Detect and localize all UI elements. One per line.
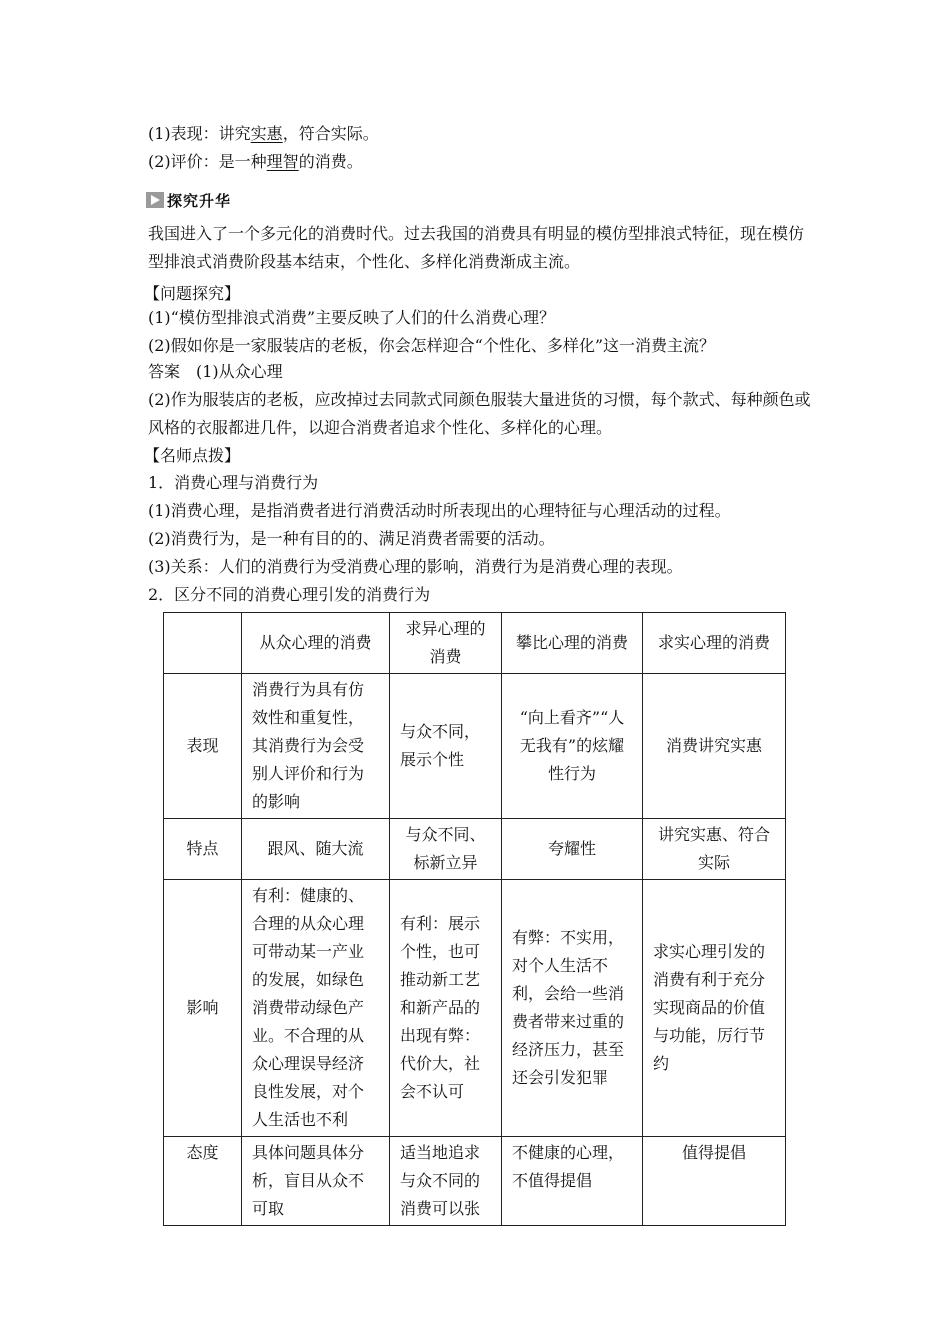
table-cell: 夸耀性 — [502, 819, 643, 880]
table-cell: 跟风、随大流 — [242, 819, 390, 880]
tip-2-title: 2．区分不同的消费心理引发的消费行为 — [148, 585, 431, 604]
summary-line-1 — [148, 124, 379, 144]
table-cell: 与众不同、标新立异 — [390, 819, 502, 880]
summary-line-2 — [148, 152, 363, 172]
question-2: (2)假如你是一家服装店的老板，你会怎样迎合“个性化、多样化”这一消费主流？ — [148, 336, 716, 355]
table-cell: 讲究实惠、符合实际 — [643, 819, 786, 880]
table-row — [164, 1137, 786, 1226]
table-header-cell: 从众心理的消费 — [242, 613, 390, 674]
play-triangle-icon — [146, 192, 164, 208]
consumption-psychology-table — [163, 612, 786, 1226]
table-cell: 与众不同，展示个性 — [390, 674, 502, 819]
row-label: 特点 — [164, 819, 242, 880]
section-heading — [146, 190, 231, 210]
table-cell: 有弊：不实用，对个人生活不利，会给一些消费者带来过重的经济压力，甚至还会引发犯罪 — [502, 880, 643, 1137]
table-cell: 求实心理引发的消费有利于充分实现商品的价值与功能，厉行节约 — [643, 880, 786, 1137]
section-heading-text: 探究升华 — [167, 191, 232, 210]
answer-2: (2)作为服装店的老板，应改掉过去同款式同颜色服装大量进货的习惯，每个款式、每种颜色或风格的衣服都进几件，以迎合消费者追求个性化、多样化的心理。 — [148, 390, 811, 437]
table-header-cell — [164, 613, 242, 674]
summary-line-2-suffix: 的消费。 — [298, 152, 363, 171]
table-row — [164, 880, 786, 1137]
table-header-cell: 求异心理的消费 — [390, 613, 502, 674]
table-header-cell: 攀比心理的消费 — [502, 613, 643, 674]
underlined-word: 实惠 — [250, 124, 283, 143]
table-header-row — [164, 613, 786, 674]
table-row — [164, 819, 786, 880]
table-cell: 消费行为具有仿效性和重复性，其消费行为会受别人评价和行为的影响 — [242, 674, 390, 819]
question-label: 【问题探究】 — [144, 284, 241, 303]
table-cell: 消费讲究实惠 — [643, 674, 786, 819]
row-label: 影响 — [164, 880, 242, 1137]
tip-1-title: 1．消费心理与消费行为 — [148, 473, 319, 492]
tips-label: 【名师点拨】 — [144, 446, 241, 465]
summary-line-1-suffix: ，符合实际。 — [282, 124, 379, 143]
tip-1-item-1: (1)消费心理，是指消费者进行消费活动时所表现出的心理特征与心理活动的过程。 — [148, 501, 731, 520]
tip-1-item-2: (2)消费行为，是一种有目的的、满足消费者需要的活动。 — [148, 529, 555, 548]
table-row — [164, 674, 786, 819]
table-cell: 适当地追求与众不同的消费可以张 — [390, 1137, 502, 1226]
intro-paragraph: 我国进入了一个多元化的消费时代。过去我国的消费具有明显的模仿型排浪式特征，现在模仿型排浪式消费阶段基本结束，个性化、多样化消费渐成主流。 — [148, 224, 805, 271]
question-1: (1)“模仿型排浪式消费”主要反映了人们的什么消费心理？ — [148, 308, 556, 327]
summary-line-2-prefix: (2)评价：是一种 — [148, 152, 267, 171]
table-cell: 不健康的心理，不值得提倡 — [502, 1137, 643, 1226]
table-header-cell: 求实心理的消费 — [643, 613, 786, 674]
tip-1-item-3: (3)关系：人们的消费行为受消费心理的影响，消费行为是消费心理的表现。 — [148, 557, 683, 576]
table-cell: 值得提倡 — [643, 1137, 786, 1226]
row-label: 表现 — [164, 674, 242, 819]
table-cell: “向上看齐”“人无我有”的炫耀性行为 — [502, 674, 643, 819]
answer-1: 答案 (1)从众心理 — [148, 362, 283, 381]
summary-line-1-prefix: (1)表现：讲究 — [148, 124, 251, 143]
table-cell: 具体问题具体分析，盲目从众不可取 — [242, 1137, 390, 1226]
table-cell: 有利：健康的、合理的从众心理可带动某一产业的发展，如绿色消费带动绿色产业。不合理的从众心理误导经济良性发展，对个人生活也不利 — [242, 880, 390, 1137]
row-label: 态度 — [164, 1137, 242, 1226]
underlined-word: 理智 — [266, 152, 299, 171]
table-cell: 有利：展示个性，也可推动新工艺和新产品的出现有弊：代价大，社会不认可 — [390, 880, 502, 1137]
